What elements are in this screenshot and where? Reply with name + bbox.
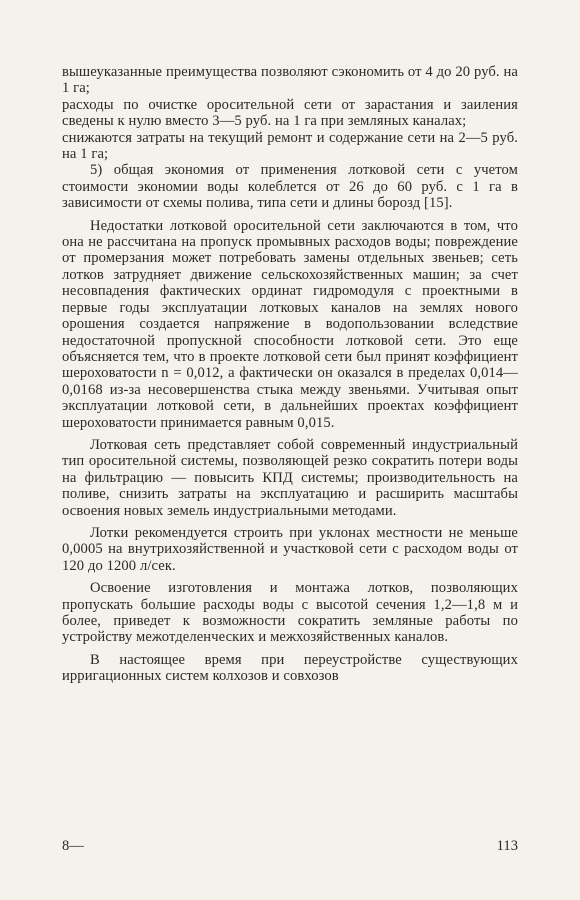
- paragraph-industrial-type: Лотковая сеть представляет собой современный индустриальный тип оросительной системы, позволяющей резко сократить потери воды на фильтрацию — повысить КПД системы; производительность на поливе, снизить затраты на эксплуатацию и расширить масштабы освоения новых земель индустриальными методами.: [62, 436, 518, 519]
- body-text: [62, 64, 518, 685]
- paragraph-slope-recommendation: Лотки рекомендуется строить при уклонах местности не меньше 0,0005 на внутрихозяйственной и участковой сети с расходом воды от 120 до 1200 л/сек.: [62, 524, 518, 574]
- paragraph-total-savings: 5) общая экономия от применения лотковой сети с учетом стоимости экономии воды колеблется от 26 до 60 руб. с 1 га в зависимости от схемы полива, типа сети и длины борозд [15].: [62, 162, 518, 212]
- paragraph-disadvantages: Недостатки лотковой оросительной сети заключаются в том, что она не рассчитана на пропуск промывных расходов воды; повреждение от промерзания может потребовать замены отдельных звеньев; сеть лотков затрудняет движение сельскохозяйственных машин; за счет несовпадения фактических ординат гидромодуля с проектными в первые годы эксплуатации лотковых каналов на землях нового орошения создается напряжение в водопользовании вследствие недостаточной пропускной способности лотковой сети. Это еще объясняется тем, что в проекте лотковой сети был принят коэффициент шероховатости n = 0,012, а фактически он оказался в пределах 0,014—0,0168 из-за несовершенства стыка между звеньями. Учитывая опыт эксплуатации лотковой сети, в дальнейших проектах коэффициент шероховатости принимается равным 0,015.: [62, 217, 518, 431]
- page-footer: [62, 838, 518, 858]
- page-number: 113: [496, 838, 518, 854]
- paragraph-cleaning-costs: расходы по очистке оросительной сети от зарастания и заиления сведены к нулю вместо 3—5 руб. на 1 га при земляных каналах;: [62, 96, 518, 130]
- paragraph-savings-intro: вышеуказанные преимущества позволяют сэкономить от 4 до 20 руб. на 1 га;: [62, 64, 518, 97]
- signature-mark: 8—: [62, 838, 84, 854]
- paragraph-reconstruction: В настоящее время при переустройстве существующих ирригационных систем колхозов и совхозов: [62, 651, 518, 685]
- paragraph-large-flumes: Освоение изготовления и монтажа лотков, позволяющих пропускать большие расходы воды с высотой сечения 1,2—1,8 м и более, приведет к возможности сократить земляные работы по устройству межотделенческих и межхозяйственных каналов.: [62, 580, 518, 646]
- paragraph-repair-costs: снижаются затраты на текущий ремонт и содержание сети на 2—5 руб. на 1 га;: [62, 129, 518, 163]
